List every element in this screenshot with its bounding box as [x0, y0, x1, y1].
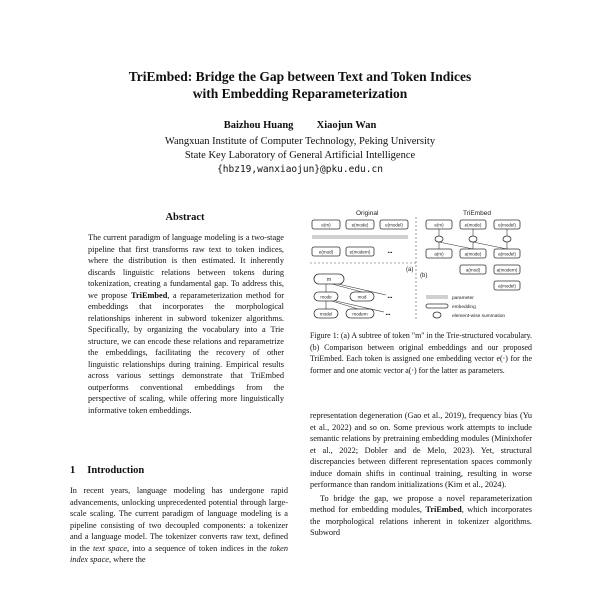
legend-swatch-parameter — [426, 295, 448, 299]
paper-title-line1: TriEmbed: Bridge the Gap between Text and Token Indices — [128, 69, 472, 84]
intro-emph-text-space: text space — [92, 543, 127, 553]
original-embeddings — [312, 220, 408, 256]
author-email: {hbz19,wanxiaojun}@pku.edu.cn — [217, 164, 383, 175]
atom-label-mod: a(mod) — [465, 267, 481, 273]
fig-label-a: (a) — [406, 267, 414, 273]
trie-ellipsis-1: ••• — [387, 295, 393, 300]
paper-title-line2: with Embedding Reparameterization — [192, 86, 408, 101]
sum-node-2 — [469, 236, 477, 242]
right-para-1: representation degeneration (Gao et al., 2019), frequency bias (Yu et al., 2022) and so on. Some previous work attempts to include semantic relations by pretraining embedding modules (Minixhofer et al., 2022; Dobler and de Melo, 2023). Yet, structural discrepancies between different representation spaces commonly induce domain shifts in continual training, resulting in worse performance than random initializations (Kim et al., 2024). — [310, 411, 532, 489]
sum-node-1 — [435, 236, 443, 242]
introduction-paragraph — [70, 485, 288, 566]
atom-label-m: a(m) — [434, 251, 444, 257]
fig-legend — [426, 295, 505, 319]
legend-parameter: parameter — [452, 296, 474, 301]
abstract-heading: Abstract — [165, 212, 205, 223]
figure-1-caption: Figure 1: (a) A subtree of token "m" in the Trie-structured vocabulary. (b) Comparison between original embeddings and our proposed TriEmbed. Each token is assigned one embedding vector e(·) for the former and one atomic vector a(·) for the latter as parameters. — [310, 331, 532, 375]
author-2: Xiaojun Wan — [316, 120, 377, 131]
legend-swatch-embedding — [426, 304, 448, 308]
atom-label-modern: a(modern) — [496, 267, 518, 273]
fig-label-b: (b) — [420, 273, 428, 279]
trie-label-m: m — [326, 277, 332, 283]
intro-emph-token-index-space: token index space — [70, 543, 288, 564]
atom-label-extra: a(model) — [498, 283, 516, 289]
abstract-method-name: TriEmbed — [131, 290, 168, 300]
legend-swatch-sum — [433, 312, 441, 318]
right-para-2-a: To bridge the gap, we propose a novel reparameterization method for embedding modules, — [310, 493, 532, 514]
abstract-body — [88, 232, 284, 416]
emb-label-mod: e(mod) — [318, 249, 334, 255]
legend-embedding: embedding — [452, 305, 476, 310]
right-para-2-b: , which incorporates the morphological relations inherent in tokenizer algorithms. Subword — [310, 505, 532, 537]
sum-node-3 — [503, 236, 511, 242]
emb-label-model: e(model) — [385, 222, 403, 228]
emb-label-m: e(m) — [321, 222, 331, 228]
tri-emb-label-model: e(model) — [498, 222, 516, 228]
atom-label-mode: a(mode) — [464, 251, 482, 257]
trie-label-model: model — [319, 311, 333, 317]
right-para-2 — [310, 493, 532, 539]
section-number: 1 — [70, 465, 76, 476]
abstract-text-2: , a reparameterization method for embeddings that incorporates the morphological relationships inherent in subword tokenizer algorithms. Specifically, by organizing the vocabulary into a Trie structure, we can encode these relations and reparametrize the embeddings, facilitating the recovery of other linguistic relationships during training. Empirical results across various settings demonstrate that TriEmbed outperforms conventional embeddings from the perspective of scaling, while offering more linguistically informative token embeddings. — [88, 290, 284, 415]
legend-sum: element-wise summation — [452, 314, 506, 319]
triembed-structure — [426, 220, 520, 290]
emb-label-mode: e(mode) — [351, 222, 369, 228]
fig-label-triembed: TriEmbed — [463, 210, 491, 217]
figure-1 — [308, 205, 534, 325]
atom-label-model: a(model) — [498, 251, 516, 257]
section-title: Introduction — [87, 465, 145, 476]
author-1: Baizhou Huang — [223, 120, 294, 131]
right-para-2-method: TriEmbed — [425, 505, 462, 514]
affiliation-2: State Key Laboratory of General Artificial Intelligence — [184, 150, 416, 161]
section-heading-introduction — [70, 465, 144, 476]
emb-label-modern: e(modern) — [349, 249, 371, 255]
trie-label-mod: mod — [357, 294, 367, 300]
right-column-paragraph-1 — [310, 410, 532, 539]
param-bar-original — [312, 235, 408, 239]
authors — [0, 120, 600, 131]
fig-label-original: Original — [356, 210, 379, 217]
abstract-text-1: The current paradigm of language modeling is a two-stage pipeline that first transforms raw text to token indices, where the distribution is then estimated. It inherently discards linguistic relations between tokens during tokenization, creating a fundamental gap. To address this, we propose — [88, 233, 284, 300]
trie-label-mode: mode — [320, 294, 332, 300]
tri-emb-label-m: e(m) — [434, 222, 444, 228]
intro-text-c: , where the — [108, 555, 146, 564]
trie-label-modern: modern — [352, 311, 368, 317]
affiliation-1: Wangxuan Institute of Computer Technology, Peking University — [164, 136, 436, 147]
emb-ellipsis: ••• — [387, 250, 393, 255]
intro-text-a: In recent years, language modeling has undergone rapid advancements, unlocking unprecedented potential through large-scale scaling. The current paradigm of language modeling is a pipeline consisting of two decoupled components: a tokenizer and a language model. The tokenizer converts raw text, defined in the — [70, 486, 288, 553]
trie-subtree — [314, 274, 393, 318]
intro-text-b: , into a sequence of token indices in the — [126, 543, 271, 553]
tri-emb-label-mode: e(mode) — [464, 222, 482, 228]
trie-ellipsis-2: ••• — [385, 312, 391, 317]
